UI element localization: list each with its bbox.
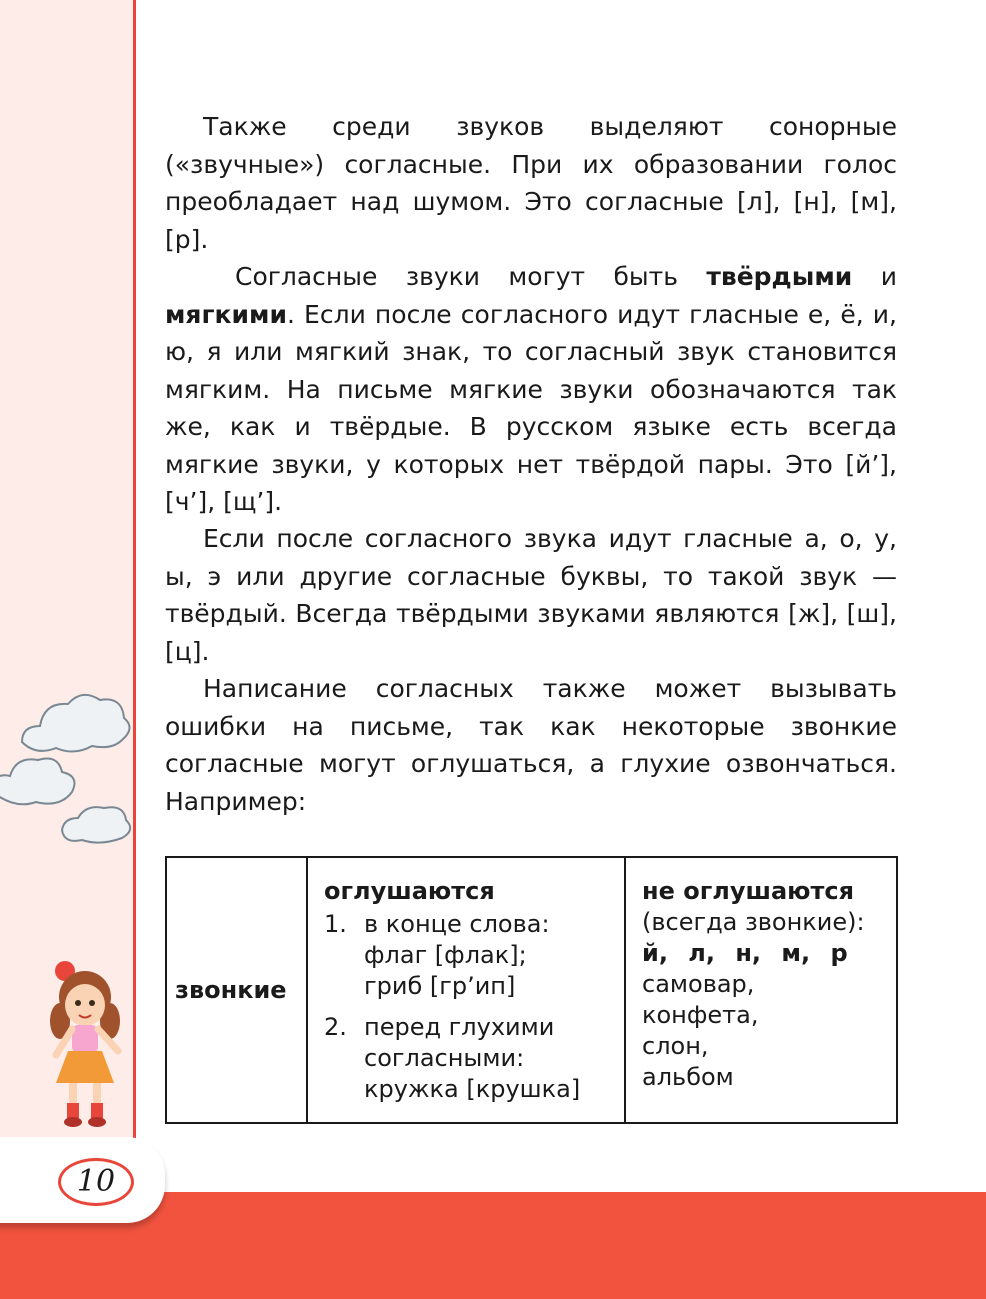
text-paragraph-2 <box>165 258 897 521</box>
example-word: слон, <box>642 1032 709 1060</box>
list-item <box>324 1012 614 1105</box>
side-rule <box>133 0 136 1299</box>
example-word: альбом <box>642 1063 734 1091</box>
list-item <box>324 909 614 1002</box>
list-item-line: флаг [флак]; <box>364 941 527 969</box>
p2-text-a: Согласные звуки могут быть <box>235 262 707 291</box>
p2-text-d: . Если после согласного идут гласные е, ё, и, ю, я или мягкий знак, то согласный звук становится мягким. На письме мягкие звуки обозначаются так же, как и твёрдые. В русском языке есть всегда мягкие звуки, у которых нет твёрдой пары. Это [й’], [ч’], [щ’]. <box>165 299 897 516</box>
page-number: 10 <box>58 1158 134 1206</box>
girl-illustration <box>38 955 133 1127</box>
term-soft: мягкими <box>165 299 287 329</box>
list-item-line: кружка [крушка] <box>364 1075 581 1103</box>
not-devoiced-header: не оглушаются <box>642 877 855 905</box>
paragraph-sonorant: Также среди звуков выделяют сонорные («звучные») согласные. При их образовании голос преобладает над шумом. Это согласные [л], [н], [м], [р]. <box>165 112 897 254</box>
paragraph-hard-soft <box>165 258 897 521</box>
text-paragraph-4 <box>165 670 897 820</box>
list-item-line: в конце слова: <box>364 910 550 938</box>
row-label: звонкие <box>175 975 287 1004</box>
paragraph-spelling: Написание согласных также может вызывать ошибки на письме, так как некоторые звонкие согласные могут оглушаться, а глухие озвончаться. Например: <box>165 674 897 816</box>
row-label-cell <box>166 857 307 1123</box>
clouds-illustration <box>0 680 135 860</box>
list-item-line: гриб [гр’ип] <box>364 972 516 1000</box>
devoiced-header: оглушаются <box>324 877 495 905</box>
list-item-number: 1. <box>324 910 347 938</box>
list-item-line: согласными: <box>364 1044 525 1072</box>
paragraph-hard: Если после согласного звука идут гласные а, о, у, ы, э или другие согласные буквы, то такой звук — твёрдый. Всегда твёрдыми звуками являются [ж], [ш], [ц]. <box>165 524 897 666</box>
list-item-number: 2. <box>324 1013 347 1041</box>
not-devoiced-cell <box>625 857 897 1123</box>
table-row <box>166 857 897 1123</box>
text-paragraph-1 <box>165 108 897 258</box>
text-paragraph-3 <box>165 520 897 670</box>
devoiced-cell <box>307 857 625 1123</box>
not-devoiced-subheader: (всегда звонкие): <box>642 908 865 936</box>
example-word: самовар, <box>642 970 755 998</box>
sonorant-letters: й, л, н, м, р <box>642 939 848 967</box>
example-word: конфета, <box>642 1001 759 1029</box>
term-hard: твёрдыми <box>706 262 853 291</box>
list-item-line: перед глухими <box>364 1013 555 1041</box>
p2-text-c: и <box>852 262 897 291</box>
voicing-table <box>165 856 898 1124</box>
